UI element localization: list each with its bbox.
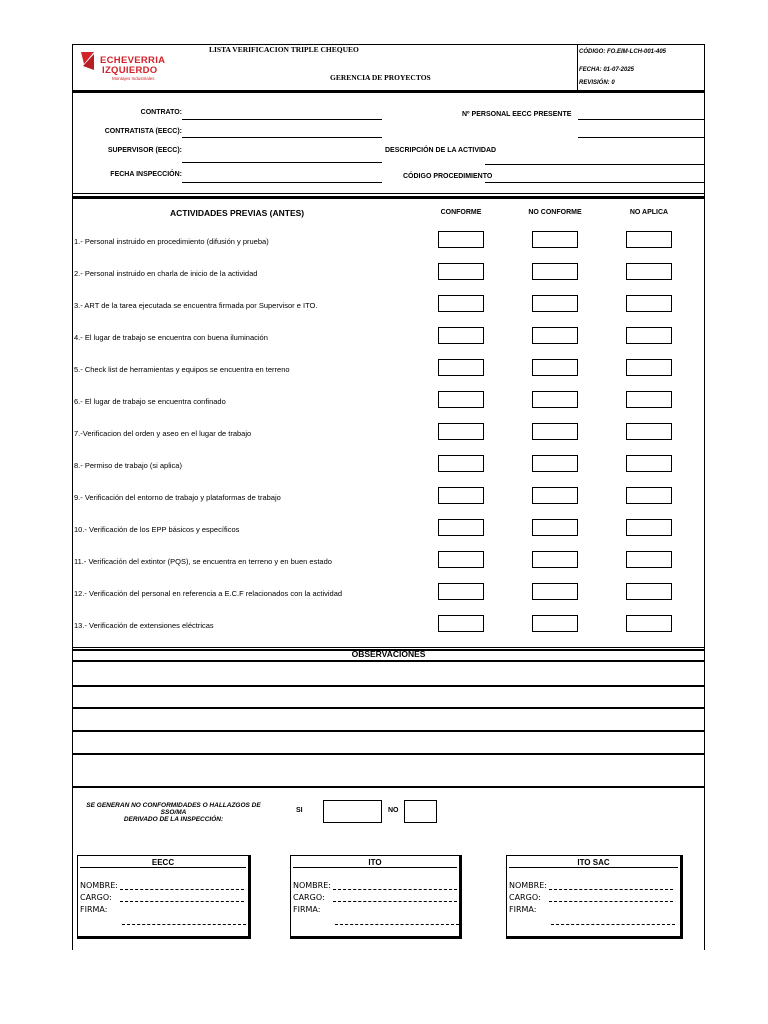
frame-right: [704, 44, 705, 950]
nc-question: [76, 802, 271, 823]
department-name: GERENCIA DE PROYECTOS: [330, 73, 431, 82]
checkbox-no-aplica-2[interactable]: [626, 263, 672, 280]
firma-field[interactable]: [551, 924, 675, 925]
obs-line-3[interactable]: [72, 730, 705, 732]
signature-title-rule: [293, 867, 457, 868]
signature-title: ITO SAC: [577, 858, 610, 867]
doc-revision: REVISIÓN: 0: [579, 80, 615, 86]
firma-field[interactable]: [335, 924, 459, 925]
checkbox-no-conforme-5[interactable]: [532, 359, 578, 376]
frame-top: [72, 44, 705, 45]
checkbox-no-conforme-10[interactable]: [532, 519, 578, 536]
checklist-item-11: 11.- Verificación del extintor (PQS), se encuentra en terreno y en buen estado: [74, 557, 332, 566]
descripcion-label: DESCRIPCIÓN DE LA ACTIVIDAD: [385, 147, 497, 154]
obs-title-rule: [72, 660, 705, 662]
firma-label: FIRMA:: [293, 905, 321, 914]
no-label: NO: [388, 807, 399, 814]
checkbox-no-conforme-6[interactable]: [532, 391, 578, 408]
checkbox-conforme-4[interactable]: [438, 327, 484, 344]
checkbox-no-conforme-7[interactable]: [532, 423, 578, 440]
obs-line-1[interactable]: [72, 685, 705, 687]
checkbox-no-conforme-4[interactable]: [532, 327, 578, 344]
info-bottom-rule: [72, 196, 705, 199]
contratista-label: CONTRATISTA (EECC):: [104, 128, 182, 135]
checkbox-conforme-7[interactable]: [438, 423, 484, 440]
checklist-item-7: 7.-Verificacion del orden y aseo en el lugar de trabajo: [74, 429, 252, 438]
section-title: ACTIVIDADES PREVIAS (ANTES): [170, 208, 305, 218]
checkbox-no-aplica-3[interactable]: [626, 295, 672, 312]
checkbox-no-aplica-7[interactable]: [626, 423, 672, 440]
contratista-field[interactable]: [182, 137, 382, 138]
header-bottom-rule: [72, 90, 705, 93]
checkbox-conforme-10[interactable]: [438, 519, 484, 536]
checklist-item-2: 2.- Personal instruido en charla de inicio de la actividad: [74, 269, 258, 278]
checkbox-no-aplica-10[interactable]: [626, 519, 672, 536]
fecha-inspeccion-label: FECHA INSPECCIÓN:: [110, 171, 182, 178]
checklist-item-9: 9.- Verificación del entorno de trabajo y plataformas de trabajo: [74, 493, 281, 502]
logo-line2: IZQUIERDO: [102, 65, 158, 76]
no-checkbox[interactable]: [404, 800, 437, 823]
checkbox-conforme-1[interactable]: [438, 231, 484, 248]
si-label: SI: [296, 807, 303, 814]
nombre-label: NOMBRE:: [293, 881, 331, 890]
checkbox-no-conforme-3[interactable]: [532, 295, 578, 312]
observaciones-title: OBSERVACIONES: [351, 649, 426, 659]
checkbox-conforme-8[interactable]: [438, 455, 484, 472]
signature-title: ITO: [368, 858, 382, 867]
checkbox-no-aplica-8[interactable]: [626, 455, 672, 472]
checkbox-no-aplica-13[interactable]: [626, 615, 672, 632]
codigo-procedimiento-field[interactable]: [485, 182, 704, 183]
nc-question-line2: DERIVADO DE LA INSPECCIÓN:: [123, 816, 224, 823]
checkbox-no-conforme-8[interactable]: [532, 455, 578, 472]
checklist-item-12: 12.- Verificación del personal en referencia a E.C.F relacionados con la actividad: [74, 589, 343, 598]
checkbox-no-conforme-13[interactable]: [532, 615, 578, 632]
firma-label: FIRMA:: [80, 905, 108, 914]
nc-question-line1: SE GENERAN NO CONFORMIDADES O HALLAZGOS DE SSO/MA: [86, 802, 261, 816]
checkbox-no-conforme-1[interactable]: [532, 231, 578, 248]
checkbox-no-conforme-9[interactable]: [532, 487, 578, 504]
info-bottom-rule-thin: [72, 193, 705, 194]
cargo-label: CARGO:: [80, 893, 112, 902]
checkbox-no-aplica-4[interactable]: [626, 327, 672, 344]
signature-title-rule: [80, 867, 246, 868]
checkbox-no-aplica-11[interactable]: [626, 551, 672, 568]
signature-title-rule: [509, 867, 678, 868]
cargo-field[interactable]: [333, 901, 457, 902]
firma-label: FIRMA:: [509, 905, 537, 914]
fecha-inspeccion-field[interactable]: [182, 182, 382, 183]
supervisor-field[interactable]: [182, 162, 382, 163]
checklist-item-10: 10.- Verificación de los EPP básicos y específicos: [74, 525, 240, 534]
checkbox-no-aplica-6[interactable]: [626, 391, 672, 408]
contrato-label: CONTRATO:: [140, 109, 182, 116]
personal-presente-field-1[interactable]: [578, 119, 704, 120]
codigo-procedimiento-label: CÓDIGO PROCEDIMIENTO: [403, 173, 493, 180]
column-no-aplica: NO APLICA: [629, 209, 669, 216]
si-checkbox[interactable]: [323, 800, 382, 823]
obs-top-rule-thin: [72, 647, 705, 648]
logo-line1: ECHEVERRIA: [100, 55, 166, 66]
nombre-label: NOMBRE:: [80, 881, 118, 890]
checkbox-conforme-5[interactable]: [438, 359, 484, 376]
column-no-conforme: NO CONFORME: [528, 209, 582, 216]
signature-title: EECC: [151, 858, 175, 867]
checklist-item-6: 6.- El lugar de trabajo se encuentra confinado: [74, 397, 226, 406]
checkbox-conforme-11[interactable]: [438, 551, 484, 568]
cargo-label: CARGO:: [293, 893, 325, 902]
firma-field[interactable]: [122, 924, 246, 925]
doc-date: FECHA: 01-07-2025: [579, 67, 635, 73]
frame-left: [72, 44, 73, 950]
cargo-label: CARGO:: [509, 893, 541, 902]
checklist-item-4: 4.- El lugar de trabajo se encuentra con buena iluminación: [74, 333, 268, 342]
checkbox-conforme-9[interactable]: [438, 487, 484, 504]
cargo-field[interactable]: [549, 901, 673, 902]
checkbox-no-conforme-12[interactable]: [532, 583, 578, 600]
nombre-field[interactable]: [333, 889, 457, 890]
obs-line-5[interactable]: [72, 786, 705, 788]
checkbox-conforme-3[interactable]: [438, 295, 484, 312]
checkbox-conforme-2[interactable]: [438, 263, 484, 280]
signature-box-ito-sac: [506, 855, 683, 939]
checkbox-no-conforme-2[interactable]: [532, 263, 578, 280]
checklist-item-1: 1.- Personal instruido en procedimiento (difusión y prueba): [74, 237, 269, 246]
column-conforme: CONFORME: [440, 209, 482, 216]
checklist-item-5: 5.- Check list de herramientas y equipos se encuentra en terreno: [74, 365, 290, 374]
personal-presente-label: Nº PERSONAL EECC PRESENTE: [462, 111, 572, 118]
personal-presente-field-2[interactable]: [578, 137, 704, 138]
page-title: LISTA VERIFICACION TRIPLE CHEQUEO: [209, 45, 359, 54]
descripcion-field[interactable]: [485, 164, 704, 165]
checklist-item-3: 3.- ART de la tarea ejecutada se encuentra firmada por Supervisor e ITO.: [74, 301, 318, 310]
signature-box-eecc: [77, 855, 251, 939]
nombre-label: NOMBRE:: [509, 881, 547, 890]
checkbox-no-aplica-9[interactable]: [626, 487, 672, 504]
nombre-field[interactable]: [120, 889, 244, 890]
logo-tagline: Montajes Industriales: [112, 76, 155, 81]
nombre-field[interactable]: [549, 889, 673, 890]
doc-code: CÓDIGO: FO.EIM-LCH-001-405: [579, 49, 667, 55]
checkbox-no-aplica-5[interactable]: [626, 359, 672, 376]
checklist-item-8: 8.- Permiso de trabajo (si aplica): [74, 461, 182, 470]
signature-box-ito: [290, 855, 462, 939]
checkbox-conforme-12[interactable]: [438, 583, 484, 600]
checkbox-conforme-6[interactable]: [438, 391, 484, 408]
obs-line-2[interactable]: [72, 707, 705, 709]
cargo-field[interactable]: [120, 901, 244, 902]
checkbox-conforme-13[interactable]: [438, 615, 484, 632]
checkbox-no-conforme-11[interactable]: [532, 551, 578, 568]
checkbox-no-aplica-1[interactable]: [626, 231, 672, 248]
contrato-field[interactable]: [182, 119, 382, 120]
supervisor-label: SUPERVISOR (EECC):: [107, 147, 182, 154]
company-logo: [80, 50, 168, 84]
header-divider: [577, 44, 578, 90]
checklist-item-13: 13.- Verificación de extensiones eléctricas: [74, 621, 214, 630]
obs-line-4[interactable]: [72, 753, 705, 755]
checkbox-no-aplica-12[interactable]: [626, 583, 672, 600]
